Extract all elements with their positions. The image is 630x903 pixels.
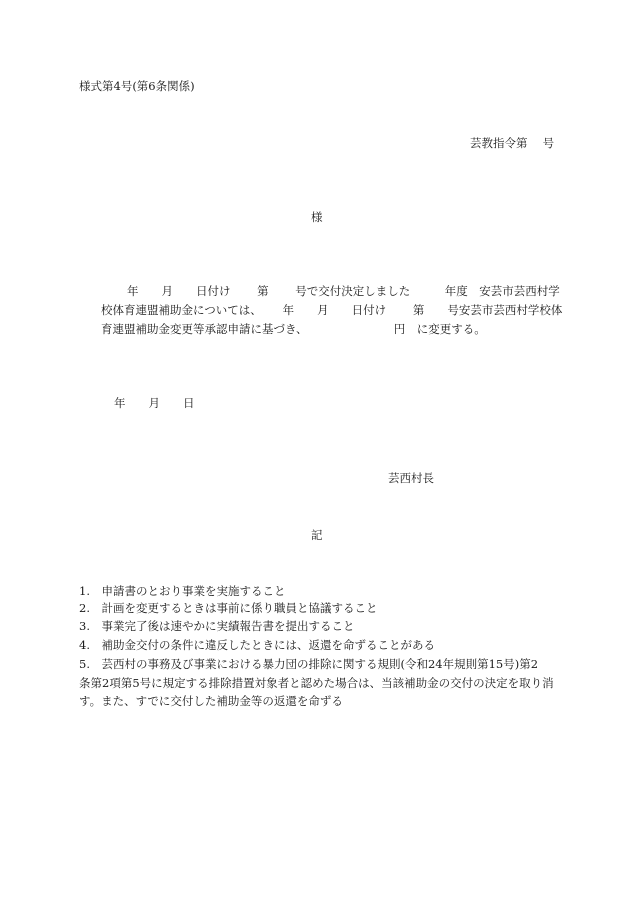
condition-item: 4. 補助金交付の条件に違反したときには、返還を命ずることがある — [79, 638, 435, 652]
condition-item: 5. 芸西村の事務及び事業における暴力団の排除に関する規則(令和24年規則第15号)第2 — [79, 657, 539, 671]
issue-date: 年 月 日 — [114, 396, 195, 410]
body-line-3: 育連盟補助金変更等承認申請に基づき、 円 に変更する。 — [101, 322, 486, 336]
condition-item-continued: す。また、すでに交付した補助金等の返還を命ずる — [79, 694, 343, 708]
issuer: 芸西村長 — [388, 471, 434, 485]
condition-item: 3. 事業完了後は速やかに実績報告書を提出すること — [79, 619, 355, 633]
condition-item-continued: 条第2項第5号に規定する排除措置対象者と認めた場合は、当該補助金の交付の決定を取り消 — [79, 676, 554, 690]
condition-item: 2. 計画を変更するときは事前に係り職員と協議すること — [79, 601, 378, 615]
note-heading: 記 — [311, 528, 323, 542]
document-number: 芸教指令第 号 — [470, 136, 555, 150]
body-line-1: 年 月 日付け 第 号で交付決定しました 年度 安芸市芸西村学 — [127, 284, 560, 298]
addressee: 様 — [311, 210, 323, 224]
body-line-2: 校体育連盟補助金については、 年 月 日付け 第 号安芸市芸西村学校体 — [101, 303, 563, 317]
condition-item: 1. 申請書のとおり事業を実施すること — [79, 584, 286, 598]
form-number: 様式第4号(第6条関係) — [79, 79, 195, 93]
